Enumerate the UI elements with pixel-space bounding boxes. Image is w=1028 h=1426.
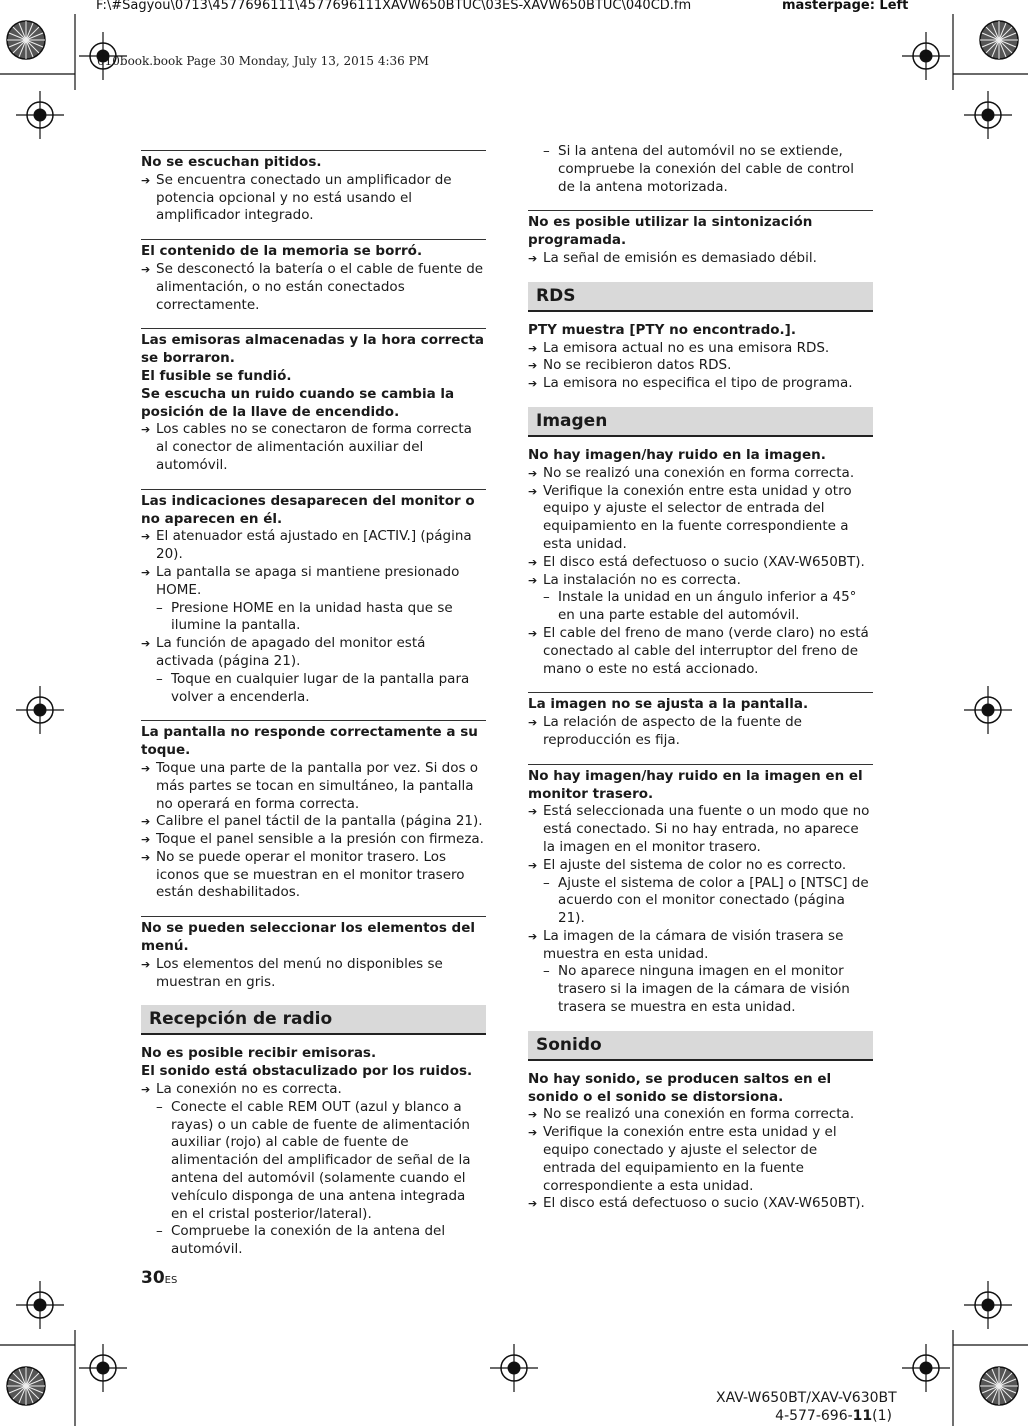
issue-menu-items	[141, 916, 486, 991]
question: No es posible utilizar la sintonización programada.	[528, 214, 813, 249]
answer: ➔ Se desconectó la batería o el cable de fuente de alimentación, o no están conectados correctamente.	[141, 260, 484, 313]
file-path-header: F:\#Sagyou\0713\4577696111\4577696111XAVW650BTUC\03ES-XAVW650BTUC\040CD.fm	[96, 0, 692, 13]
answer: ➔ No se puede operar el monitor trasero. Los iconos que se muestran en el monitor trasero están deshabilitados.	[141, 848, 465, 901]
question: La imagen no se ajusta a la pantalla.	[528, 696, 809, 713]
sub-step: – Si la antena del automóvil no se extiende, compruebe la conexión del cable de control de la antena motorizada.	[543, 143, 854, 195]
answer: ➔ La instalación no es correcta.	[528, 571, 741, 588]
arrow-icon: ➔	[528, 341, 538, 355]
issue-no-stations	[141, 1041, 486, 1259]
arrow-icon: ➔	[141, 565, 151, 579]
question: La pantalla no responde correctamente a su toque.	[141, 724, 478, 759]
dash-icon: –	[543, 143, 550, 159]
answer: ➔ El disco está defectuoso o sucio (XAV-W650BT).	[528, 553, 865, 570]
answer: ➔ No se realizó una conexión en forma correcta.	[528, 1106, 855, 1123]
arrow-icon: ➔	[528, 626, 538, 640]
answer: ➔ Toque el panel sensible a la presión con firmeza.	[141, 831, 484, 848]
arrow-icon: ➔	[528, 484, 538, 498]
arrow-icon: ➔	[528, 359, 538, 373]
answer: ➔ Toque una parte de la pantalla por vez. Si dos o más partes se tocan en simultáneo, la pantalla no operará en forma correcta.	[141, 759, 479, 812]
arrow-icon: ➔	[141, 957, 151, 971]
arrow-icon: ➔	[528, 716, 538, 730]
sub-step: – Conecte el cable REM OUT (azul y blanco a rayas) o un cable de fuente de alimentación auxiliar (rojo) al cable de fuente de alimentación del amplificador de señal de la antena del automóvil (solamente cuando el vehículo disponga de una antena integrada en el cristal posterior/lateral).	[156, 1098, 471, 1222]
sub-step: – Presione HOME en la unidad hasta que se ilumine la pantalla.	[156, 599, 453, 634]
issue-memory-erased	[141, 239, 486, 314]
dash-icon: –	[156, 1223, 163, 1240]
part-number: 4-577-696-11(1)	[775, 1408, 892, 1424]
answer: ➔ Los elementos del menú no disponibles se muestran en gris.	[141, 955, 443, 990]
arrow-icon: ➔	[528, 1108, 538, 1122]
arrow-icon: ➔	[141, 262, 151, 276]
answer: ➔ El disco está defectuoso o sucio (XAV-W650BT).	[528, 1195, 865, 1212]
answer: ➔ El cable del freno de mano (verde claro) no está conectado al cable del interruptor del freno de mano o este no está accionado.	[528, 624, 869, 677]
answer: ➔ Los cables no se conectaron de forma correcta al conector de alimentación auxiliar del automóvil.	[141, 421, 472, 473]
sub-step: – Toque en cualquier lugar de la pantalla para volver a encenderla.	[156, 670, 470, 705]
issue-image-fit	[528, 692, 873, 749]
section-heading-radio: Recepción de radio	[141, 1005, 486, 1035]
issue-preset-tuning	[528, 210, 873, 267]
question: No hay imagen/hay ruido en la imagen.	[528, 446, 826, 463]
answer: ➔ Verifique la conexión entre esta unidad y otro equipo y ajuste el selector de entrada del equipamiento en la fuente correspondiente a esta unidad.	[528, 482, 852, 552]
arrow-icon: ➔	[528, 858, 538, 872]
question: No se escuchan pitidos.	[141, 154, 322, 170]
sub-step: – No aparece ninguna imagen en el monitor trasero si la imagen de la cámara de visión trasera se muestra en esta unidad.	[543, 963, 850, 1016]
left-column	[141, 150, 486, 1273]
issue-touch-not-responding	[141, 720, 486, 902]
issue-stations-erased	[141, 328, 486, 474]
right-column	[528, 143, 873, 1227]
sub-step: – Compruebe la conexión de la antena del automóvil.	[156, 1223, 446, 1258]
answer: ➔ La relación de aspecto de la fuente de reproducción es fija.	[528, 714, 802, 748]
answer: ➔ La imagen de la cámara de visión trasera se muestra en esta unidad.	[528, 927, 844, 962]
arrow-icon: ➔	[528, 466, 538, 480]
answer: ➔ La función de apagado del monitor está activada (página 21).	[141, 635, 426, 669]
issue-no-image	[528, 443, 873, 678]
sub-step: – Ajuste el sistema de color a [PAL] o [NTSC] de acuerdo con el monitor conectado (página 21).	[543, 874, 869, 927]
question: No es posible recibir emisoras.	[141, 1045, 377, 1062]
answer: ➔ El ajuste del sistema de color no es correcto.	[528, 856, 847, 873]
arrow-icon: ➔	[141, 761, 151, 775]
arrow-icon: ➔	[528, 1197, 538, 1211]
answer: ➔ Calibre el panel táctil de la pantalla (página 21).	[141, 813, 483, 830]
answer: ➔ La emisora actual no es una emisora RDS.	[528, 339, 830, 356]
arrow-icon: ➔	[141, 1083, 151, 1097]
dash-icon: –	[543, 963, 550, 980]
issue-indications-disappear	[141, 489, 486, 707]
answer: ➔ La pantalla se apaga si mantiene presionado HOME.	[141, 563, 460, 598]
question: No hay sonido, se producen saltos en el sonido o el sonido se distorsiona.	[528, 1070, 832, 1105]
question: Las emisoras almacenadas y la hora correcta se borraron.	[141, 332, 485, 367]
masterpage-label: masterpage: Left	[782, 0, 909, 13]
sub-step: – Instale la unidad en un ángulo inferior a 45° en una parte estable del automóvil.	[543, 589, 857, 624]
arrow-icon: ➔	[141, 850, 151, 864]
dash-icon: –	[156, 1098, 163, 1115]
arrow-icon: ➔	[528, 555, 538, 569]
page-number: 30ES	[141, 1268, 178, 1288]
question: El contenido de la memoria se borró.	[141, 243, 423, 260]
arrow-icon: ➔	[528, 251, 538, 265]
issue-pty	[528, 318, 873, 393]
answer: ➔ La señal de emisión es demasiado débil.	[528, 249, 817, 266]
book-info-line: 010book.book Page 30 Monday, July 13, 2015 4:36 PM	[97, 54, 429, 68]
issue-no-beeps	[141, 150, 486, 225]
dash-icon: –	[156, 670, 163, 687]
dash-icon: –	[543, 589, 550, 606]
dash-icon: –	[543, 874, 550, 891]
issue-antenna-continued	[528, 143, 873, 196]
model-name: XAV-W650BT/XAV-V630BT	[716, 1390, 897, 1406]
arrow-icon: ➔	[528, 573, 538, 587]
arrow-icon: ➔	[528, 805, 538, 819]
arrow-icon: ➔	[141, 530, 151, 544]
question: PTY muestra [PTY no encontrado.].	[528, 321, 796, 338]
model-info	[716, 1389, 897, 1425]
answer: ➔ No se recibieron datos RDS.	[528, 357, 732, 374]
question: El sonido está obstaculizado por los ruidos.	[141, 1063, 473, 1080]
dash-icon: –	[156, 599, 163, 616]
question: Se escucha un ruido cuando se cambia la posición de la llave de encendido.	[141, 385, 455, 420]
question: El fusible se fundió.	[141, 367, 292, 384]
answer: ➔ Se encuentra conectado un amplificador de potencia opcional y no está usando el amplificador integrado.	[141, 171, 452, 224]
arrow-icon: ➔	[141, 423, 151, 437]
section-heading-imagen: Imagen	[528, 407, 873, 437]
arrow-icon: ➔	[528, 377, 538, 391]
arrow-icon: ➔	[141, 173, 151, 187]
answer: ➔ No se realizó una conexión en forma correcta.	[528, 464, 855, 481]
answer: ➔ Está seleccionada una fuente o un modo que no está conectado. Si no hay entrada, no aparece la imagen en el monitor trasero.	[528, 803, 870, 855]
section-heading-sonido: Sonido	[528, 1031, 873, 1061]
question: No se pueden seleccionar los elementos del menú.	[141, 920, 476, 955]
section-heading-rds: RDS	[528, 282, 873, 312]
answer: ➔ El atenuador está ajustado en [ACTIV.] (página 20).	[141, 528, 472, 563]
answer: ➔ Verifique la conexión entre esta unidad y el equipo conectado y ajuste el selector de entrada del equipamiento en la fuente correspondiente a esta unidad.	[528, 1124, 837, 1194]
answer: ➔ La conexión no es correcta.	[141, 1081, 342, 1098]
issue-no-sound	[528, 1067, 873, 1213]
arrow-icon: ➔	[141, 637, 151, 651]
arrow-icon: ➔	[141, 833, 151, 847]
issue-rear-monitor	[528, 764, 873, 1017]
arrow-icon: ➔	[141, 815, 151, 829]
arrow-icon: ➔	[528, 929, 538, 943]
question: No hay imagen/hay ruido en la imagen en el monitor trasero.	[528, 767, 863, 802]
question: Las indicaciones desaparecen del monitor o no aparecen en él.	[141, 492, 475, 527]
arrow-icon: ➔	[528, 1126, 538, 1140]
answer: ➔ La emisora no especifica el tipo de programa.	[528, 375, 853, 392]
